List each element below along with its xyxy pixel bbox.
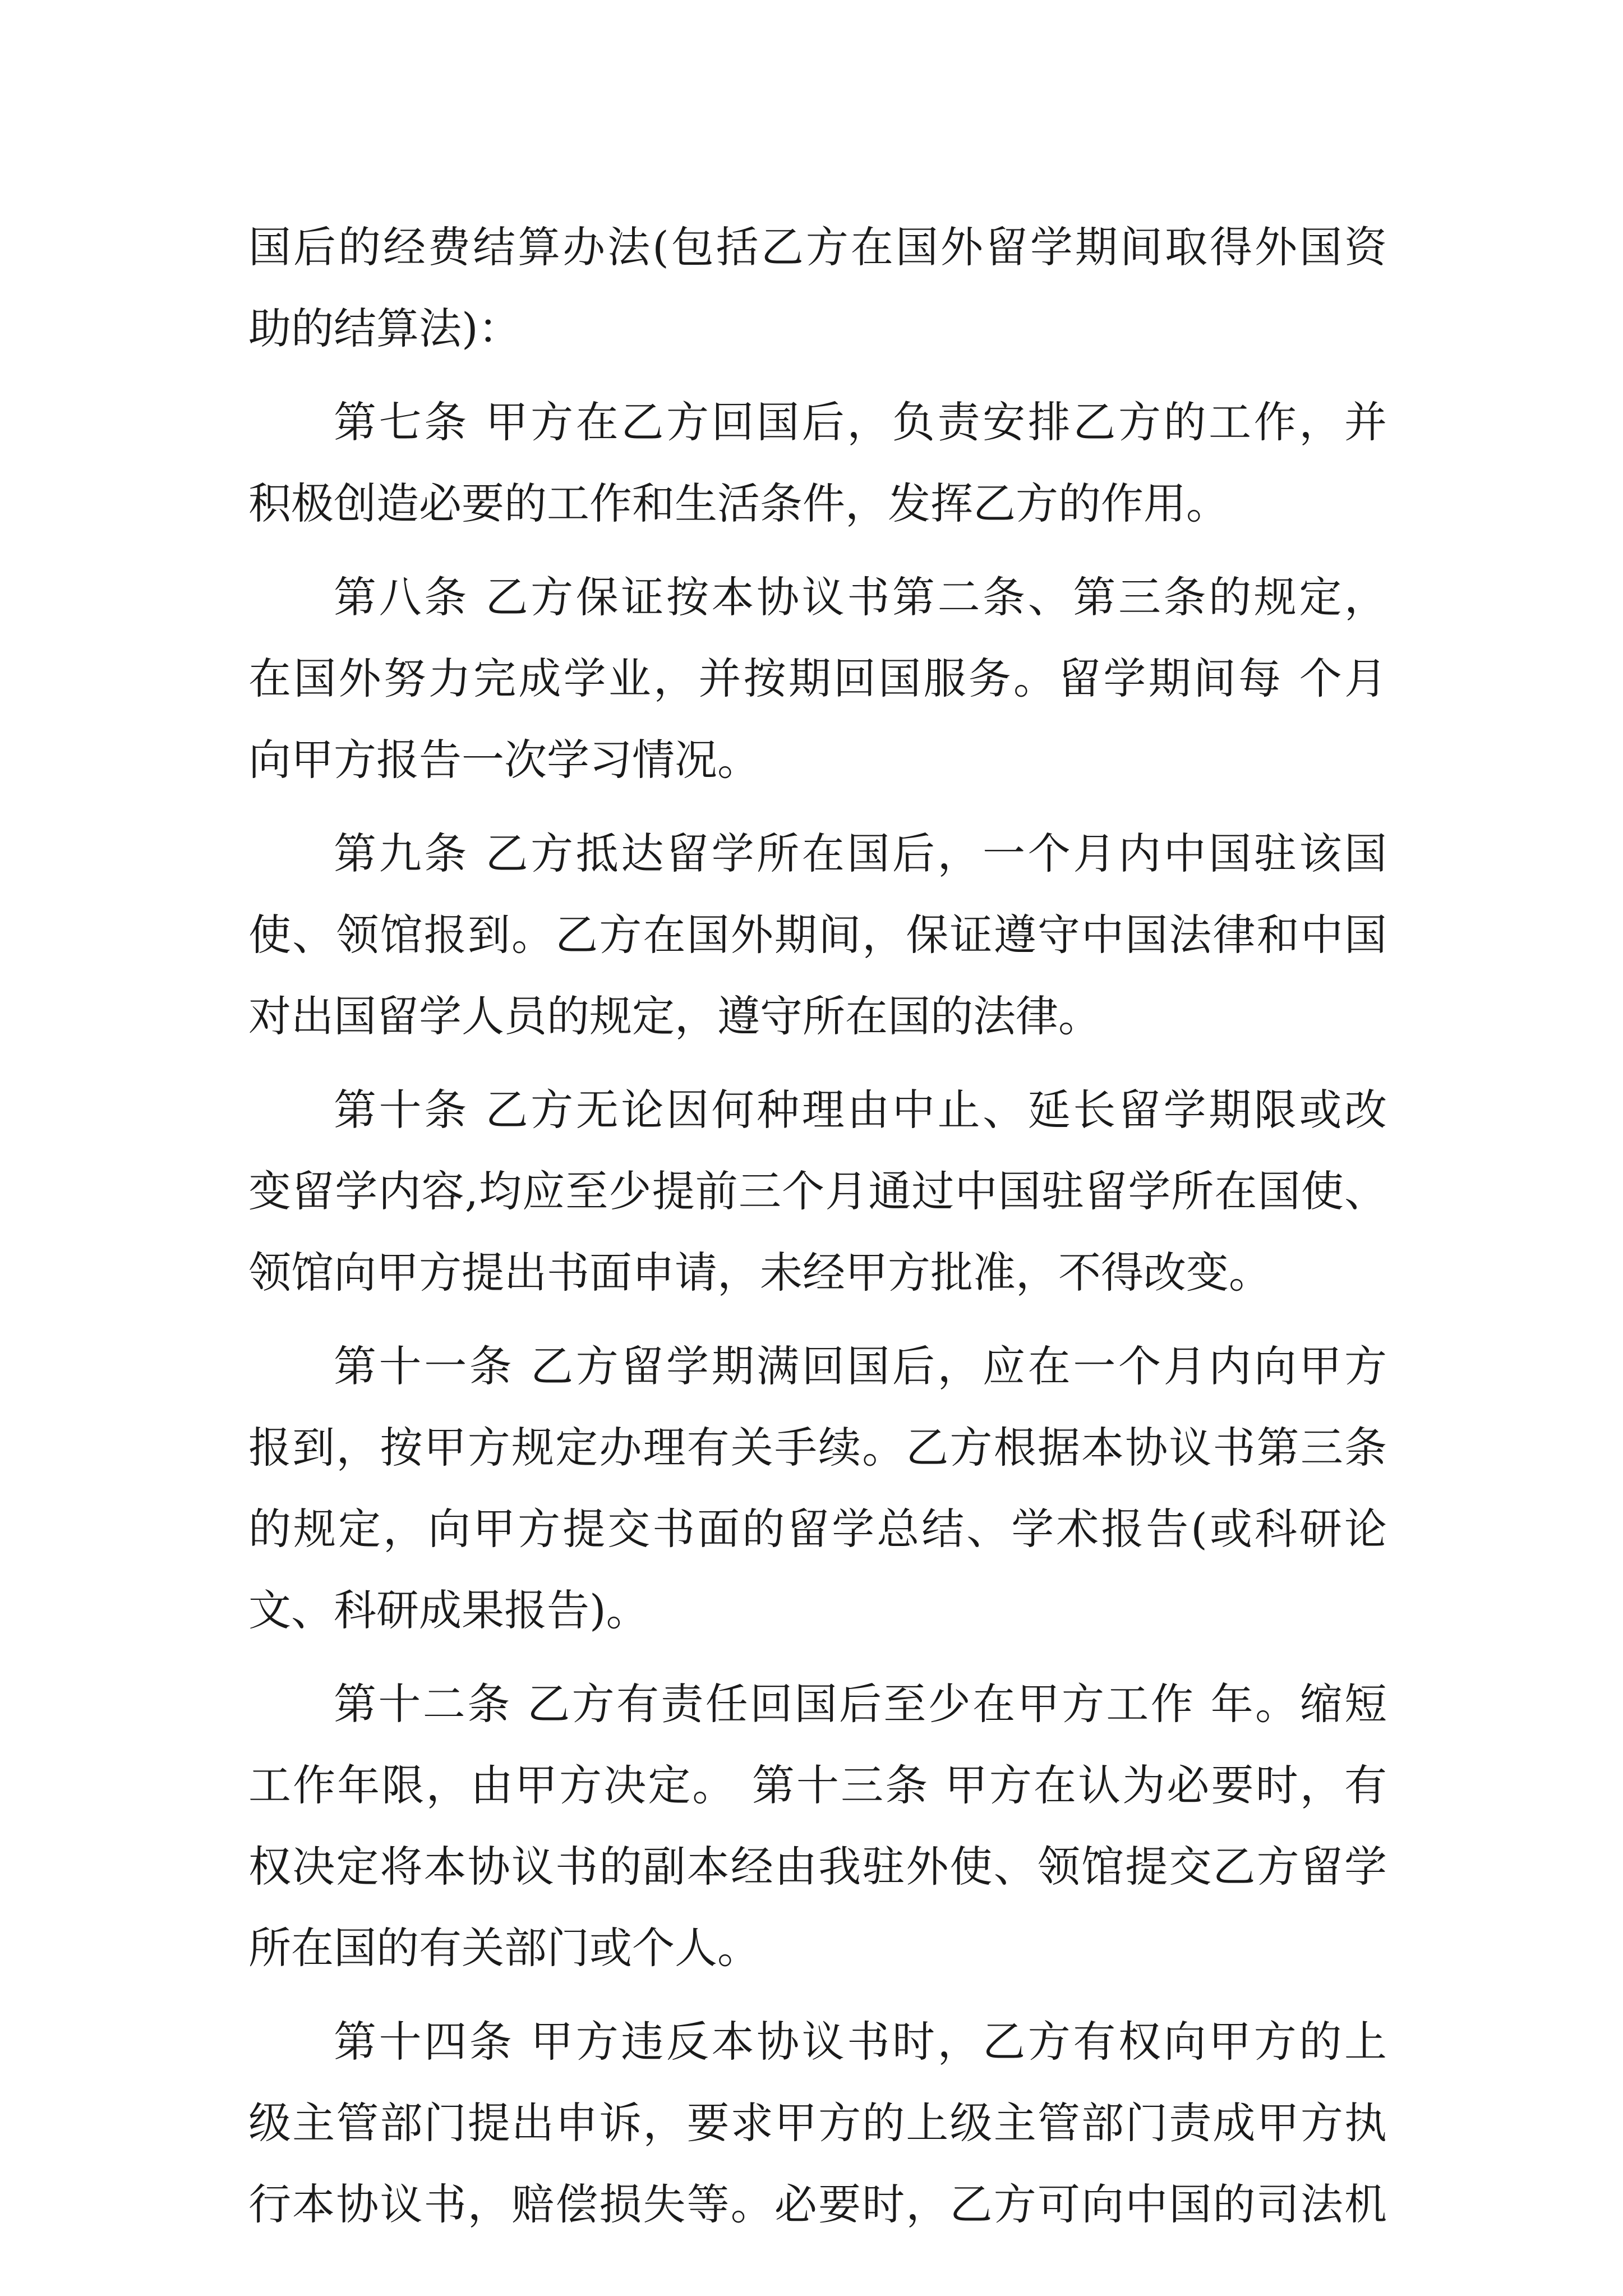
paragraph-article-14 [248,2001,1387,2245]
text-line: 的规定，向甲方提交书面的留学总结、学术报告(或科研论 [248,1504,1387,1554]
text-line: 变留学内容,均应至少提前三个月通过中国驻留学所在国使、 [248,1166,1387,1216]
paragraph-article-9 [248,813,1387,1057]
text-line: 第九条 乙方抵达留学所在国后，一个月内中国驻该国 [334,829,1387,878]
document-body [248,206,1387,2245]
text-line: 第十一条 乙方留学期满回国后，应在一个月内向甲方 [334,1341,1387,1391]
text-line: 国后的经费结算办法(包括乙方在国外留学期间取得外国资 [248,222,1387,272]
text-line: 文、科研成果报告)。 [248,1585,649,1635]
paragraph-article-10 [248,1069,1387,1313]
paragraph-article-8 [248,556,1387,800]
paragraph [248,206,1387,369]
paragraph-article-12-13 [248,1663,1387,1989]
text-line: 行本协议书，赔偿损失等。必要时，乙方可向中国的司法机 [248,2179,1387,2229]
text-line: 第七条 甲方在乙方回国后，负责安排乙方的工作，并 [334,397,1387,447]
text-line: 所在国的有关部门或个人。 [248,1923,760,1973]
text-line: 级主管部门提出申诉，要求甲方的上级主管部门责成甲方执 [248,2098,1387,2148]
text-line: 积极创造必要的工作和生活条件，发挥乙方的作用。 [248,478,1229,528]
text-line: 在国外努力完成学业，并按期回国服务。留学期间每 个月 [248,654,1387,703]
text-line: 对出国留学人员的规定，遵守所在国的法律。 [248,991,1101,1041]
text-line: 权决定将本协议书的副本经由我驻外使、领馆提交乙方留学 [248,1842,1387,1892]
text-line: 第十二条 乙方有责任回国后至少在甲方工作 年。缩短 [334,1679,1387,1729]
paragraph-article-11 [248,1326,1387,1651]
text-line: 第十四条 甲方违反本协议书时，乙方有权向甲方的上 [334,2017,1387,2067]
text-line: 领馆向甲方提出书面申请，未经甲方批准，不得改变。 [248,1248,1271,1297]
text-line: 工作年限，由甲方决定。 第十三条 甲方在认为必要时，有 [248,1760,1387,1810]
text-line: 助的结算法)： [248,303,521,353]
text-line: 第八条 乙方保证按本协议书第二条、第三条的规定， [334,572,1387,622]
paragraph-article-7 [248,381,1387,544]
text-line: 第十条 乙方无论因何种理由中止、延长留学期限或改 [334,1085,1387,1135]
text-line: 报到，按甲方规定办理有关手续。乙方根据本协议书第三条 [248,1423,1387,1473]
text-line: 向甲方报告一次学习情况。 [248,735,760,785]
text-line: 使、领馆报到。乙方在国外期间，保证遵守中国法律和中国 [248,910,1387,960]
